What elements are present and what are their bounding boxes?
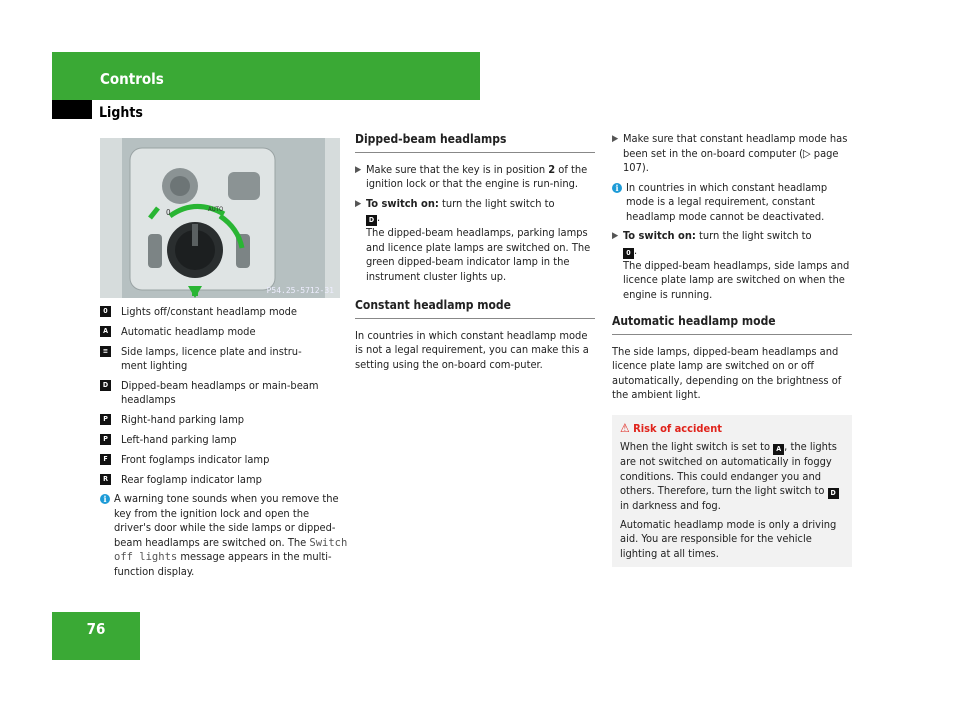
info-text: In countries in which constant headlamp mode is a legal requirement, constant headlamp mode cannot be deactivated.	[626, 180, 828, 223]
warning-title-row	[620, 421, 844, 437]
legend-item	[100, 345, 345, 373]
subsection-marker	[52, 100, 92, 119]
note-text	[114, 492, 348, 579]
front-foglamp-icon: F	[100, 454, 111, 465]
dial-label-auto: AUTO	[208, 206, 224, 213]
key-position: 2	[548, 162, 556, 176]
warning-tone-note	[100, 492, 348, 579]
column-2	[355, 132, 595, 372]
step-text: Make sure that the key is in position	[366, 162, 549, 176]
step-description: The dipped-beam headlamps, parking lamps and licence plate lamps are switched on. The green dipped-beam indicator lamp in the instrument cluster lights up.	[366, 226, 591, 283]
arrow-icon: ▶	[612, 134, 619, 144]
legend-text: Rear foglamp indicator lamp	[121, 473, 262, 486]
legend-text: Lights off/constant headlamp mode	[121, 305, 298, 318]
legend-text: Side lamps, licence plate and instru- ment lighting	[121, 345, 302, 372]
step-item: ▶ To switch on: turn the light switch to D . The dipped-beam headlamps, parking lamps and licence plate lamps are switched on. The green dipped-beam indicator lamp in the instrument cluster lights up.	[355, 196, 591, 283]
legend-text: Left-hand parking lamp	[121, 433, 237, 446]
step-description: The dipped-beam headlamps, side lamps and licence plate lamp are switched on when the engine is running.	[623, 258, 850, 301]
auto-icon: A	[773, 444, 784, 455]
step-item: ▶ To switch on: turn the light switch to 0 . The dipped-beam headlamps, side lamps and licence plate lamp are switched on when the engine is running.	[612, 229, 850, 301]
warning-title: Risk of accident	[633, 421, 722, 435]
step-item	[355, 163, 595, 192]
automatic-mode-text: The side lamps, dipped-beam headlamps and licence plate lamp are switched on or off automatically, depending on the brightness of the ambient light.	[612, 344, 842, 401]
symbol-legend	[100, 305, 345, 493]
arrow-icon: ▶	[355, 198, 362, 209]
info-note	[612, 181, 852, 225]
info-icon: i	[612, 183, 622, 193]
step-text: turn the light switch to	[695, 229, 812, 242]
light-switch-photo	[100, 138, 340, 298]
legend-item	[100, 379, 345, 407]
warning-text: Automatic headlamp mode is only a driving aid. You are responsible for the vehicle lighting at all times.	[620, 517, 837, 560]
light-switch-illustration	[100, 138, 340, 298]
photo-code: P54.25-5712-31	[266, 286, 334, 295]
left-parking-icon: P	[100, 434, 111, 445]
step-text: turn the light switch to	[438, 196, 555, 210]
note-text-part: message appears in the multi-function display.	[114, 550, 332, 578]
step-text: Make sure that constant headlamp mode has been set in the on-board computer (▷ page 107).	[623, 132, 848, 174]
heading-dipped-beam: Dipped-beam headlamps	[355, 132, 595, 153]
legend-text: Dipped-beam headlamps or main-beam headlamps	[121, 379, 319, 406]
warning-text: When the light switch is set to	[620, 440, 774, 453]
column-3	[612, 132, 852, 567]
warning-text: in darkness and fog.	[620, 499, 721, 512]
section-header	[52, 52, 480, 100]
legend-text: Automatic headlamp mode	[121, 325, 256, 338]
step-item	[612, 132, 852, 176]
constant-mode-text: In countries in which constant headlamp mode is not a legal requirement, you can make this a setting using the on-board com-puter.	[355, 328, 589, 371]
legend-item	[100, 305, 345, 319]
arrow-icon: ▶	[355, 164, 362, 175]
legend-item	[100, 473, 345, 487]
page-number: 76	[86, 620, 106, 638]
display-message: Switch off lights	[114, 536, 348, 563]
legend-text: Right-hand parking lamp	[121, 413, 245, 426]
step-label: To switch on:	[366, 196, 439, 210]
dial-label-off: 0	[166, 208, 171, 217]
step-text: of the ignition lock or that the engine is run-ning.	[366, 162, 588, 190]
warning-text: , the lights are not switched on automatically in foggy conditions. This could endanger you and others. Therefore, turn the light switch to	[620, 440, 837, 497]
legend-item	[100, 433, 345, 447]
warning-triangle-icon: ⚠	[620, 420, 630, 435]
step-label: To switch on:	[623, 229, 696, 242]
lights-off-icon: 0	[623, 248, 634, 259]
heading-automatic-headlamp: Automatic headlamp mode	[612, 314, 852, 335]
page-number-box	[52, 612, 140, 660]
auto-icon: A	[100, 326, 111, 337]
section-title: Controls	[100, 70, 164, 88]
side-lamps-icon: ≡	[100, 346, 111, 357]
dipped-beam-icon: D	[366, 215, 377, 226]
note-text-part: A warning tone sounds when you remove the key from the ignition lock and open the driver's door while the side lamps or dipped-beam headlamps are switched on. The	[114, 492, 339, 549]
dipped-beam-icon: D	[100, 380, 111, 391]
subsection-title: Lights	[99, 105, 143, 121]
arrow-icon: ▶	[612, 231, 619, 241]
legend-item	[100, 453, 345, 467]
right-parking-icon: P	[100, 414, 111, 425]
rear-foglamp-icon: R	[100, 474, 111, 485]
legend-item	[100, 413, 345, 427]
legend-text: Front foglamps indicator lamp	[121, 453, 270, 466]
warning-box	[612, 415, 852, 568]
lights-off-icon: 0	[100, 306, 111, 317]
dipped-beam-icon: D	[828, 488, 839, 499]
heading-constant-headlamp: Constant headlamp mode	[355, 298, 595, 319]
legend-item	[100, 325, 345, 339]
info-icon: i	[100, 494, 110, 504]
